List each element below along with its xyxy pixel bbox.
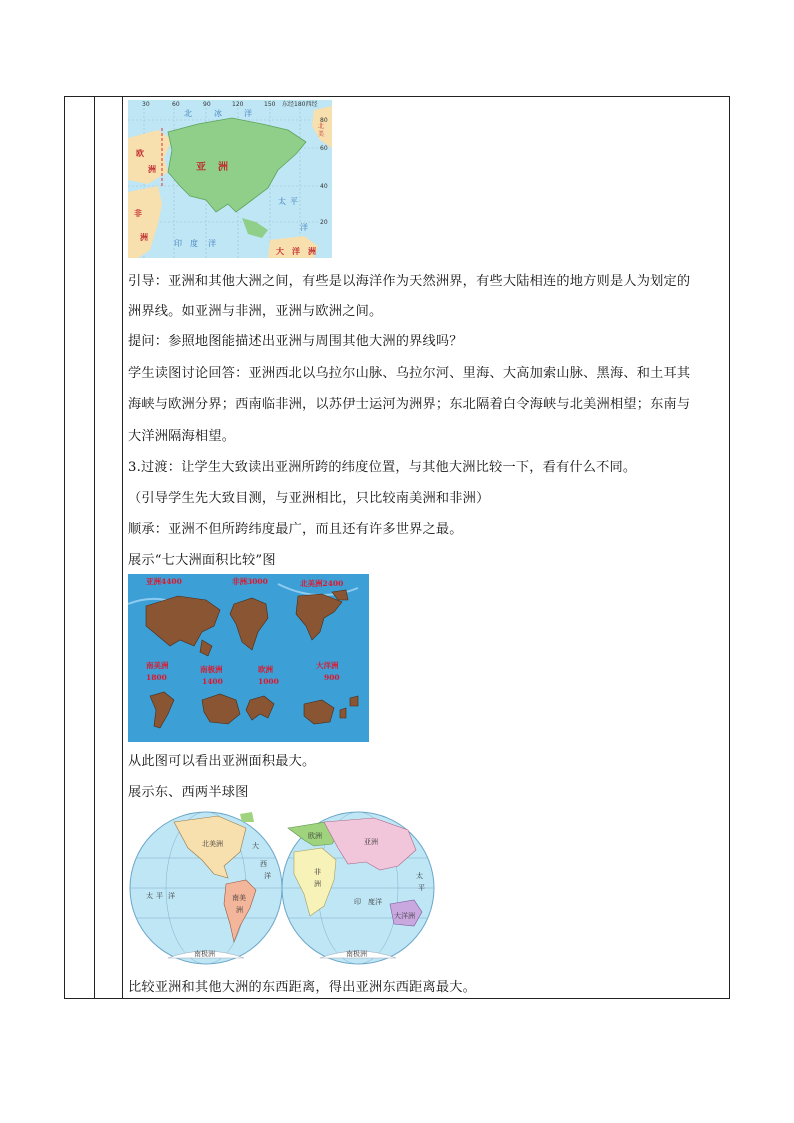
label-antarctica-east: 南极洲 xyxy=(346,950,367,958)
label-namerica-1: 北 xyxy=(318,123,325,130)
label-north-america: 北美洲 xyxy=(202,840,223,848)
label-africa-2: 洲 xyxy=(314,880,321,888)
paragraph-show-area-chart: 展示“七大洲面积比较”图 xyxy=(128,553,276,568)
label-asia-1: 亚 xyxy=(196,162,206,173)
label-asia: 亚洲 xyxy=(364,838,378,846)
paragraph-area-conclusion: 从此图可以看出亚洲面积最大。 xyxy=(128,754,316,769)
lat-tick-40: 40 xyxy=(320,183,328,190)
label-south-america-1: 南美 xyxy=(232,894,246,902)
area-label-antarctica-value: 1400 xyxy=(202,677,223,686)
label-indian-3: 洋 xyxy=(208,239,216,248)
lon-tick-30: 30 xyxy=(142,101,150,108)
label-africa-1: 非 xyxy=(134,209,142,218)
label-oceania-2: 洋 xyxy=(292,247,300,256)
paragraph-answer-3: 大洋洲隔海相望。 xyxy=(128,429,236,444)
label-pacific-2: 平 xyxy=(156,892,163,900)
label-pacific-1: 太 xyxy=(146,892,153,900)
label-africa-2: 洲 xyxy=(140,233,148,242)
area-label-europe-name: 欧洲 xyxy=(258,665,273,674)
label-pacific-1: 太 xyxy=(278,197,286,206)
label-africa-1: 非 xyxy=(314,868,321,876)
label-atlantic-1: 大 xyxy=(252,842,259,850)
label-oceania-3: 洲 xyxy=(308,247,316,256)
label-oceania: 大洋洲 xyxy=(394,912,415,920)
paragraph-answer-1: 学生读图讨论回答：亚洲西北以乌拉尔山脉、乌拉尔河、里海、大高加索山脉、黑海、和土耳其 xyxy=(128,366,691,381)
area-label-oceania-value: 900 xyxy=(324,673,340,682)
area-label-north-america: 北美洲2400 xyxy=(300,579,344,588)
label-indian-2: 度 xyxy=(190,239,198,248)
label-indian-2: 度洋 xyxy=(368,898,382,906)
paragraph-show-hemispheres: 展示东、西两半球图 xyxy=(128,785,249,800)
label-namerica-2: 美 xyxy=(318,131,325,138)
paragraph-guidance: （引导学生先大致目测，与亚洲相比，只比较南美洲和非洲） xyxy=(128,491,490,506)
table-column-divider-1 xyxy=(94,96,95,999)
lon-tick-90: 90 xyxy=(203,101,211,108)
greenland-shape xyxy=(240,812,254,822)
label-south-america-2: 洲 xyxy=(236,906,243,914)
continent-area-comparison-image xyxy=(128,574,369,742)
label-pacific-east-2: 平 xyxy=(418,884,425,892)
area-label-south-america-name: 南美洲 xyxy=(146,661,169,670)
paragraph-question: 提问：参照地图能描述出亚洲与周围其他大洲的界线吗？ xyxy=(128,334,463,349)
asia-location-map xyxy=(128,100,332,258)
area-label-africa: 非洲3000 xyxy=(232,577,268,586)
area-label-antarctica-name: 南极洲 xyxy=(200,665,223,674)
label-atlantic-2: 西 xyxy=(260,860,267,868)
paragraph-east-west-conclusion: 比较亚洲和其他大洲的东西距离，得出亚洲东西距离最大。 xyxy=(128,980,477,995)
area-label-south-america-value: 1800 xyxy=(146,673,167,682)
area-label-oceania-name: 大洋洲 xyxy=(316,661,339,670)
label-europe-2: 洲 xyxy=(148,165,156,174)
label-pacific-3: 洋 xyxy=(168,892,175,900)
lon-tick-150: 150 xyxy=(264,101,276,108)
lon-tick-60: 60 xyxy=(172,101,180,108)
area-label-europe-value: 1000 xyxy=(258,677,279,686)
paragraph-lead-in-2: 洲界线。如亚洲与非洲，亚洲与欧洲之间。 xyxy=(128,304,383,319)
label-atlantic-3: 洋 xyxy=(264,872,271,880)
label-pacific-3: 洋 xyxy=(300,223,308,232)
label-pacific-east-1: 太 xyxy=(416,872,423,880)
label-europe-1: 欧 xyxy=(136,149,144,158)
table-column-divider-2 xyxy=(122,96,123,999)
lat-tick-60: 60 xyxy=(320,145,328,152)
paragraph-lead-in-1: 引导：亚洲和其他大洲之间，有些是以海洋作为天然洲界，有些大陆相连的地方则是人为划定的 xyxy=(128,274,691,289)
label-europe: 欧洲 xyxy=(308,832,322,840)
paragraph-continuation: 顺承：亚洲不但所跨纬度最广，而且还有许多世界之最。 xyxy=(128,522,463,537)
label-antarctica-west: 南极洲 xyxy=(194,950,215,958)
label-indian-1: 印 xyxy=(354,898,361,906)
label-oceania-1: 大 xyxy=(276,247,284,256)
label-pacific-2: 平 xyxy=(290,197,298,206)
label-arctic-1: 北 xyxy=(184,109,192,118)
label-indian-1: 印 xyxy=(174,239,182,248)
label-arctic-2: 冰 xyxy=(214,109,222,118)
label-arctic-3: 洋 xyxy=(244,109,252,118)
label-asia-2: 洲 xyxy=(218,162,228,173)
lon-tick-120: 120 xyxy=(232,101,244,108)
hemispheres-map xyxy=(128,808,440,970)
lat-tick-20: 20 xyxy=(320,219,328,226)
area-label-asia: 亚洲4400 xyxy=(146,577,182,586)
paragraph-answer-2: 海峡与欧洲分界；西南临非洲，以苏伊士运河为洲界；东北隔着白令海峡与北美洲相望；东南与 xyxy=(128,397,691,412)
paragraph-transition: 3.过渡：让学生大致读出亚洲所跨的纬度位置，与其他大洲比较一下，看有什么不同。 xyxy=(128,460,637,475)
lat-tick-80: 80 xyxy=(320,117,328,124)
lon-tick-180: 东经180西经 xyxy=(282,101,318,108)
